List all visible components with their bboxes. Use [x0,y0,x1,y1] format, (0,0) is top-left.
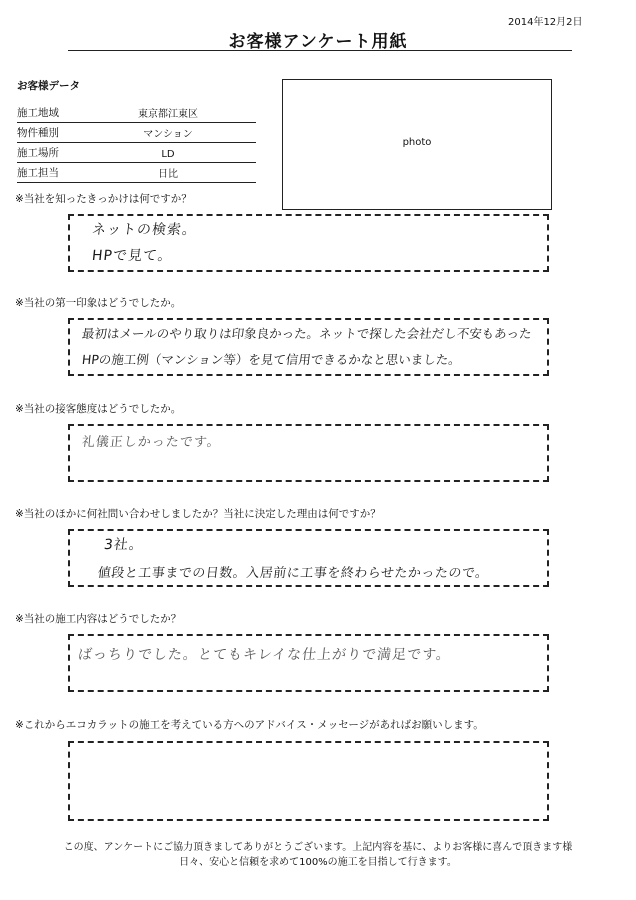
info-row-staff [17,163,256,183]
answer-box-4 [68,529,549,587]
customer-data-table [17,103,256,183]
page-title: お客様アンケート用紙 [228,32,408,52]
answer-3-line-1: 礼儀正しかったです。 [81,435,222,450]
info-key: 施工場所 [17,147,59,159]
info-value: LD [161,149,175,160]
info-key: 物件種別 [17,127,59,139]
question-3: ※当社の接客態度はどうでしたか。 [15,403,182,415]
answer-box-6 [68,741,549,821]
question-6: ※これからエコカラットの施工を考えている方へのアドバイス・メッセージがあればお願いします。 [15,719,484,731]
answer-box-3 [68,424,549,482]
answer-4-line-1: 3社。 [103,537,145,553]
info-value: 東京都江東区 [138,109,198,120]
info-row-area [17,103,256,123]
question-1: ※当社を知ったきっかけは何ですか？ [15,193,192,205]
answer-box-1 [68,214,549,272]
photo-box [282,79,552,210]
answer-2-line-2: HPの施工例（マンション等）を見て信用できるかなと思いました。 [81,352,462,367]
info-row-property-type [17,123,256,143]
answer-1-line-2: HPで見て。 [91,248,174,264]
survey-date: 2014年12月2日 [508,17,583,28]
info-value: 日比 [158,169,178,180]
answer-5-line-1: ばっちりでした。とてもキレイな仕上がりで満足です。 [77,647,452,663]
question-4: ※当社のほかに何社問い合わせしましたか？当社に決定した理由は何ですか？ [15,508,381,520]
customer-data-heading: お客様データ [17,80,80,92]
title-underline [68,50,572,51]
question-2: ※当社の第一印象はどうでしたか。 [15,297,182,309]
answer-box-2 [68,318,549,376]
answer-2-line-1: 最初はメールのやり取りは印象良かった。ネットで探した会社だし不安もあった [81,326,533,341]
footer-line-2: 日々、安心と信頼を求めて100%の施工を目指して行きます。 [179,857,457,868]
photo-label: photo [402,137,432,148]
footer-line-1: この度、アンケートにご協力頂きましてありがとうございます。上記内容を基に、よりお客様に喜んで頂きます様 [63,842,573,853]
answer-4-line-2: 値段と工事までの日数。入居前に工事を終わらせたかったので。 [97,566,490,581]
answer-box-5 [68,634,549,692]
answer-1-line-1: ネットの検索。 [91,222,198,238]
info-value: マンション [143,129,193,140]
question-5: ※当社の施工内容はどうでしたか？ [15,613,182,625]
info-key: 施工地域 [17,107,59,119]
info-row-location [17,143,256,163]
info-key: 施工担当 [17,167,59,179]
